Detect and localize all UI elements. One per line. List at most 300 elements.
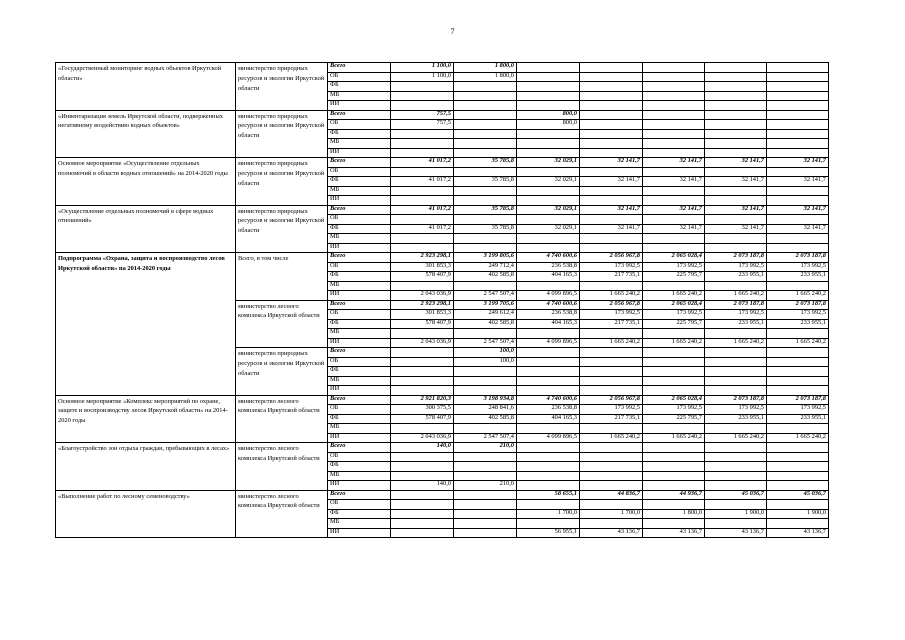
value-cell — [454, 186, 517, 196]
value-cell — [705, 348, 767, 358]
value-cell: 4 740 600,6 — [517, 300, 580, 310]
value-cell: 2 065 028,4 — [643, 395, 705, 405]
value-cell — [767, 167, 829, 177]
value-cell — [643, 452, 705, 462]
value-cell: 2 547 507,4 — [454, 433, 517, 443]
value-cell: 301 853,3 — [391, 262, 454, 272]
value-cell — [705, 481, 767, 491]
value-cell: 43 136,7 — [705, 528, 767, 538]
value-cell — [767, 196, 829, 206]
value-cell: 32 141,7 — [705, 205, 767, 215]
value-cell: 140,0 — [391, 481, 454, 491]
source-cell: Всего — [328, 158, 391, 168]
value-cell: 2 073 187,8 — [767, 253, 829, 263]
value-cell: 35 785,8 — [454, 224, 517, 234]
value-cell: 56 955,1 — [517, 528, 580, 538]
value-cell — [643, 329, 705, 339]
value-cell — [391, 386, 454, 396]
value-cell: 300 375,5 — [391, 405, 454, 415]
value-cell: 100,0 — [454, 348, 517, 358]
value-cell: 173 992,5 — [580, 310, 643, 320]
value-cell — [643, 196, 705, 206]
value-cell — [705, 424, 767, 434]
value-cell: 249 612,4 — [454, 310, 517, 320]
value-cell — [767, 481, 829, 491]
value-cell — [517, 82, 580, 92]
source-cell: МБ — [328, 471, 391, 481]
value-cell: 173 992,5 — [705, 310, 767, 320]
value-cell: 217 735,1 — [580, 319, 643, 329]
value-cell: 41 017,2 — [391, 158, 454, 168]
value-cell — [705, 101, 767, 111]
responsible-executor: министерство лесного комплекса Иркутской области — [236, 443, 328, 491]
source-cell: МБ — [328, 329, 391, 339]
source-cell: ОБ — [328, 452, 391, 462]
value-cell — [454, 196, 517, 206]
value-cell: 2 923 298,1 — [391, 300, 454, 310]
value-cell — [767, 376, 829, 386]
budget-table — [55, 62, 829, 538]
value-cell: 32 141,7 — [643, 205, 705, 215]
value-cell — [517, 101, 580, 111]
value-cell — [454, 329, 517, 339]
value-cell — [580, 452, 643, 462]
source-cell: МБ — [328, 139, 391, 149]
source-cell: ИИ — [328, 528, 391, 538]
value-cell: 32 141,7 — [643, 177, 705, 187]
value-cell — [517, 424, 580, 434]
value-cell — [454, 462, 517, 472]
value-cell: 2 043 036,9 — [391, 433, 454, 443]
value-cell — [767, 386, 829, 396]
table-row — [56, 253, 829, 263]
value-cell — [391, 148, 454, 158]
value-cell: 32 141,7 — [767, 224, 829, 234]
value-cell: 2 065 028,4 — [643, 253, 705, 263]
value-cell — [767, 329, 829, 339]
value-cell — [391, 367, 454, 377]
value-cell — [454, 120, 517, 130]
value-cell — [643, 386, 705, 396]
value-cell — [391, 129, 454, 139]
value-cell: 32 141,7 — [580, 158, 643, 168]
value-cell — [705, 63, 767, 73]
value-cell — [767, 443, 829, 453]
value-cell: 1 665 240,2 — [767, 291, 829, 301]
value-cell — [643, 82, 705, 92]
value-cell — [643, 120, 705, 130]
value-cell — [580, 243, 643, 253]
value-cell — [705, 110, 767, 120]
value-cell — [454, 490, 517, 500]
value-cell: 248 841,6 — [454, 405, 517, 415]
value-cell: 173 992,5 — [767, 262, 829, 272]
table-body — [56, 63, 829, 538]
value-cell — [580, 357, 643, 367]
value-cell: 4 099 896,5 — [517, 291, 580, 301]
value-cell — [391, 139, 454, 149]
value-cell — [705, 139, 767, 149]
value-cell — [580, 196, 643, 206]
value-cell: 210,0 — [454, 443, 517, 453]
value-cell: 233 955,1 — [705, 272, 767, 282]
value-cell — [643, 471, 705, 481]
value-cell — [517, 139, 580, 149]
value-cell: 233 955,1 — [767, 319, 829, 329]
source-cell: ИИ — [328, 433, 391, 443]
value-cell — [767, 91, 829, 101]
value-cell — [580, 148, 643, 158]
value-cell — [391, 101, 454, 111]
activity-description: «Инвентаризация земель Иркутской области, подверженных негативному воздействию водных объектов» — [56, 110, 236, 158]
value-cell — [454, 91, 517, 101]
value-cell: 32 141,7 — [767, 177, 829, 187]
value-cell — [391, 167, 454, 177]
value-cell — [517, 386, 580, 396]
responsible-executor: министерство лесного комплекса Иркутской области — [236, 395, 328, 443]
source-cell: ИИ — [328, 338, 391, 348]
value-cell: 2 065 028,4 — [643, 300, 705, 310]
source-cell: ФБ — [328, 509, 391, 519]
activity-description: «Государственный мониторинг водных объектов Иркутской области» — [56, 63, 236, 111]
value-cell — [517, 129, 580, 139]
value-cell — [767, 82, 829, 92]
value-cell: 4 740 600,6 — [517, 395, 580, 405]
source-cell: ФБ — [328, 82, 391, 92]
value-cell: 32 141,7 — [705, 158, 767, 168]
value-cell: 32 141,7 — [767, 205, 829, 215]
value-cell — [580, 110, 643, 120]
value-cell: 236 538,8 — [517, 262, 580, 272]
value-cell — [391, 471, 454, 481]
value-cell — [391, 329, 454, 339]
value-cell — [454, 528, 517, 538]
value-cell: 3 199 805,6 — [454, 253, 517, 263]
value-cell — [705, 452, 767, 462]
source-cell: ОБ — [328, 405, 391, 415]
value-cell — [643, 443, 705, 453]
value-cell — [580, 329, 643, 339]
value-cell: 2 923 298,1 — [391, 253, 454, 263]
page-number: 7 — [450, 27, 455, 36]
value-cell: 2 056 967,8 — [580, 253, 643, 263]
value-cell — [517, 186, 580, 196]
value-cell: 173 992,5 — [767, 405, 829, 415]
value-cell — [767, 148, 829, 158]
value-cell — [643, 376, 705, 386]
value-cell — [580, 167, 643, 177]
value-cell: 1 665 240,2 — [580, 433, 643, 443]
value-cell: 32 141,7 — [643, 224, 705, 234]
value-cell — [705, 167, 767, 177]
value-cell — [580, 72, 643, 82]
value-cell — [705, 367, 767, 377]
value-cell — [580, 462, 643, 472]
value-cell — [391, 357, 454, 367]
value-cell: 2 921 820,3 — [391, 395, 454, 405]
value-cell — [767, 120, 829, 130]
value-cell — [454, 167, 517, 177]
value-cell: 1 665 240,2 — [643, 433, 705, 443]
value-cell — [580, 471, 643, 481]
value-cell: 32 029,1 — [517, 177, 580, 187]
value-cell — [391, 215, 454, 225]
table-row — [56, 490, 829, 500]
source-cell: ОБ — [328, 120, 391, 130]
table-row — [56, 443, 829, 453]
value-cell — [767, 72, 829, 82]
value-cell: 43 136,7 — [643, 528, 705, 538]
value-cell — [643, 243, 705, 253]
source-cell: ФБ — [328, 129, 391, 139]
source-cell: Всего — [328, 300, 391, 310]
value-cell — [643, 139, 705, 149]
value-cell — [767, 348, 829, 358]
value-cell — [705, 82, 767, 92]
value-cell — [517, 462, 580, 472]
value-cell — [454, 281, 517, 291]
value-cell — [705, 196, 767, 206]
value-cell: 4 099 896,5 — [517, 338, 580, 348]
value-cell — [391, 196, 454, 206]
value-cell — [580, 91, 643, 101]
value-cell: 1 900,0 — [767, 509, 829, 519]
value-cell — [454, 129, 517, 139]
value-cell — [517, 500, 580, 510]
value-cell — [767, 243, 829, 253]
value-cell — [767, 424, 829, 434]
value-cell — [705, 91, 767, 101]
value-cell — [643, 500, 705, 510]
value-cell — [454, 139, 517, 149]
value-cell — [705, 215, 767, 225]
value-cell: 4 740 600,6 — [517, 253, 580, 263]
source-cell: ФБ — [328, 272, 391, 282]
value-cell: 1 665 240,2 — [767, 433, 829, 443]
value-cell — [454, 452, 517, 462]
value-cell: 800,0 — [517, 110, 580, 120]
value-cell — [454, 82, 517, 92]
value-cell: 2 547 507,4 — [454, 338, 517, 348]
value-cell: 100,0 — [454, 357, 517, 367]
value-cell: 4 099 896,5 — [517, 433, 580, 443]
source-cell: ОБ — [328, 262, 391, 272]
value-cell — [391, 452, 454, 462]
value-cell: 578 407,9 — [391, 272, 454, 282]
source-cell: ФБ — [328, 224, 391, 234]
value-cell: 2 073 187,8 — [705, 300, 767, 310]
value-cell: 404 165,3 — [517, 414, 580, 424]
responsible-executor: министерство природных ресурсов и экологии Иркутской области — [236, 205, 328, 253]
value-cell: 402 585,8 — [454, 272, 517, 282]
source-cell: Всего — [328, 443, 391, 453]
value-cell — [391, 519, 454, 529]
table-row — [56, 110, 829, 120]
value-cell: 45 036,7 — [705, 490, 767, 500]
value-cell: 1 665 240,2 — [580, 338, 643, 348]
value-cell: 2 073 187,8 — [767, 395, 829, 405]
value-cell — [643, 519, 705, 529]
value-cell: 2 547 507,4 — [454, 291, 517, 301]
value-cell — [767, 357, 829, 367]
value-cell — [517, 234, 580, 244]
value-cell: 233 955,1 — [705, 319, 767, 329]
value-cell: 404 165,3 — [517, 272, 580, 282]
value-cell — [580, 386, 643, 396]
value-cell — [705, 357, 767, 367]
value-cell — [580, 120, 643, 130]
value-cell — [643, 129, 705, 139]
value-cell: 2 043 036,9 — [391, 291, 454, 301]
value-cell: 249 712,4 — [454, 262, 517, 272]
value-cell — [767, 519, 829, 529]
source-cell: МБ — [328, 519, 391, 529]
value-cell — [454, 424, 517, 434]
value-cell: 3 199 705,6 — [454, 300, 517, 310]
value-cell — [705, 386, 767, 396]
source-cell: ОБ — [328, 215, 391, 225]
value-cell: 2 056 967,8 — [580, 395, 643, 405]
value-cell: 217 735,1 — [580, 414, 643, 424]
activity-description: «Благоустройство зон отдыха граждан, пребывающих в лесах» — [56, 443, 236, 491]
value-cell — [391, 500, 454, 510]
value-cell — [767, 63, 829, 73]
source-cell: ИИ — [328, 386, 391, 396]
value-cell — [643, 357, 705, 367]
value-cell — [391, 348, 454, 358]
value-cell — [767, 367, 829, 377]
activity-description: «Осуществление отдельных полномочий в сфере водных отношений» — [56, 205, 236, 253]
value-cell: 3 198 934,8 — [454, 395, 517, 405]
value-cell: 2 043 036,9 — [391, 338, 454, 348]
value-cell: 2 073 187,8 — [705, 395, 767, 405]
value-cell — [517, 443, 580, 453]
value-cell: 173 992,5 — [705, 405, 767, 415]
value-cell: 2 073 187,8 — [705, 253, 767, 263]
source-cell: ОБ — [328, 357, 391, 367]
value-cell: 32 141,7 — [580, 205, 643, 215]
value-cell — [580, 129, 643, 139]
source-cell: ИИ — [328, 291, 391, 301]
value-cell: 402 585,8 — [454, 319, 517, 329]
responsible-executor: министерство природных ресурсов и экологии Иркутской области — [236, 110, 328, 158]
table-row — [56, 158, 829, 168]
value-cell — [580, 367, 643, 377]
value-cell: 173 992,5 — [580, 262, 643, 272]
source-cell: ИИ — [328, 243, 391, 253]
value-cell — [454, 110, 517, 120]
value-cell: 404 165,3 — [517, 319, 580, 329]
value-cell — [391, 490, 454, 500]
value-cell: 173 992,5 — [643, 262, 705, 272]
value-cell: 1 100,0 — [391, 72, 454, 82]
value-cell: 757,5 — [391, 120, 454, 130]
value-cell: 173 992,5 — [643, 405, 705, 415]
value-cell — [391, 82, 454, 92]
value-cell: 43 136,7 — [767, 528, 829, 538]
value-cell — [767, 462, 829, 472]
value-cell — [643, 148, 705, 158]
source-cell: ОБ — [328, 310, 391, 320]
value-cell — [767, 452, 829, 462]
value-cell — [517, 481, 580, 491]
value-cell — [643, 462, 705, 472]
value-cell: 1 665 240,2 — [580, 291, 643, 301]
value-cell — [643, 281, 705, 291]
value-cell — [391, 509, 454, 519]
source-cell: ИИ — [328, 148, 391, 158]
responsible-executor: министерство природных ресурсов и экологии Иркутской области — [236, 63, 328, 111]
source-cell: Всего — [328, 490, 391, 500]
value-cell: 58 655,1 — [517, 490, 580, 500]
responsible-executor: министерство лесного комплекса Иркутской области — [236, 490, 328, 538]
value-cell — [643, 167, 705, 177]
value-cell: 140,0 — [391, 443, 454, 453]
value-cell — [705, 462, 767, 472]
source-cell: ОБ — [328, 72, 391, 82]
activity-description: Основное мероприятие «Комплекс мероприятий по охране, защите и воспроизводству лесов Иркутской области» на 2014-2020 годы — [56, 395, 236, 443]
value-cell — [517, 452, 580, 462]
value-cell — [454, 509, 517, 519]
source-cell: Всего — [328, 348, 391, 358]
value-cell — [580, 376, 643, 386]
value-cell — [767, 129, 829, 139]
value-cell — [391, 186, 454, 196]
value-cell: 402 585,8 — [454, 414, 517, 424]
value-cell: 578 407,9 — [391, 414, 454, 424]
value-cell: 225 795,7 — [643, 272, 705, 282]
value-cell — [517, 519, 580, 529]
value-cell — [454, 215, 517, 225]
source-cell: ФБ — [328, 177, 391, 187]
value-cell: 233 955,1 — [705, 414, 767, 424]
value-cell — [517, 91, 580, 101]
value-cell: 1 800,0 — [454, 72, 517, 82]
value-cell: 32 029,1 — [517, 158, 580, 168]
value-cell — [580, 500, 643, 510]
value-cell — [580, 424, 643, 434]
source-cell: ИИ — [328, 196, 391, 206]
value-cell — [705, 72, 767, 82]
source-cell: ФБ — [328, 319, 391, 329]
value-cell — [517, 72, 580, 82]
responsible-executor: министерство природных ресурсов и экологии Иркутской области — [236, 158, 328, 206]
value-cell: 173 992,5 — [705, 262, 767, 272]
value-cell — [454, 234, 517, 244]
value-cell: 1 665 240,2 — [705, 291, 767, 301]
value-cell: 1 665 240,2 — [705, 433, 767, 443]
value-cell: 45 036,7 — [767, 490, 829, 500]
value-cell — [391, 281, 454, 291]
value-cell: 1 800,0 — [643, 509, 705, 519]
value-cell — [767, 101, 829, 111]
value-cell — [454, 148, 517, 158]
value-cell — [705, 443, 767, 453]
value-cell — [517, 148, 580, 158]
value-cell — [454, 376, 517, 386]
source-cell: ИИ — [328, 101, 391, 111]
value-cell — [643, 234, 705, 244]
value-cell: 32 141,7 — [705, 224, 767, 234]
activity-description: Основное мероприятие «Осуществление отдельных полномочий в области водных отношений» на 2014-2020 годы — [56, 158, 236, 206]
value-cell: 757,5 — [391, 110, 454, 120]
value-cell — [517, 243, 580, 253]
value-cell — [580, 443, 643, 453]
value-cell — [454, 243, 517, 253]
value-cell — [580, 481, 643, 491]
value-cell: 173 992,5 — [643, 310, 705, 320]
value-cell: 43 136,7 — [580, 528, 643, 538]
